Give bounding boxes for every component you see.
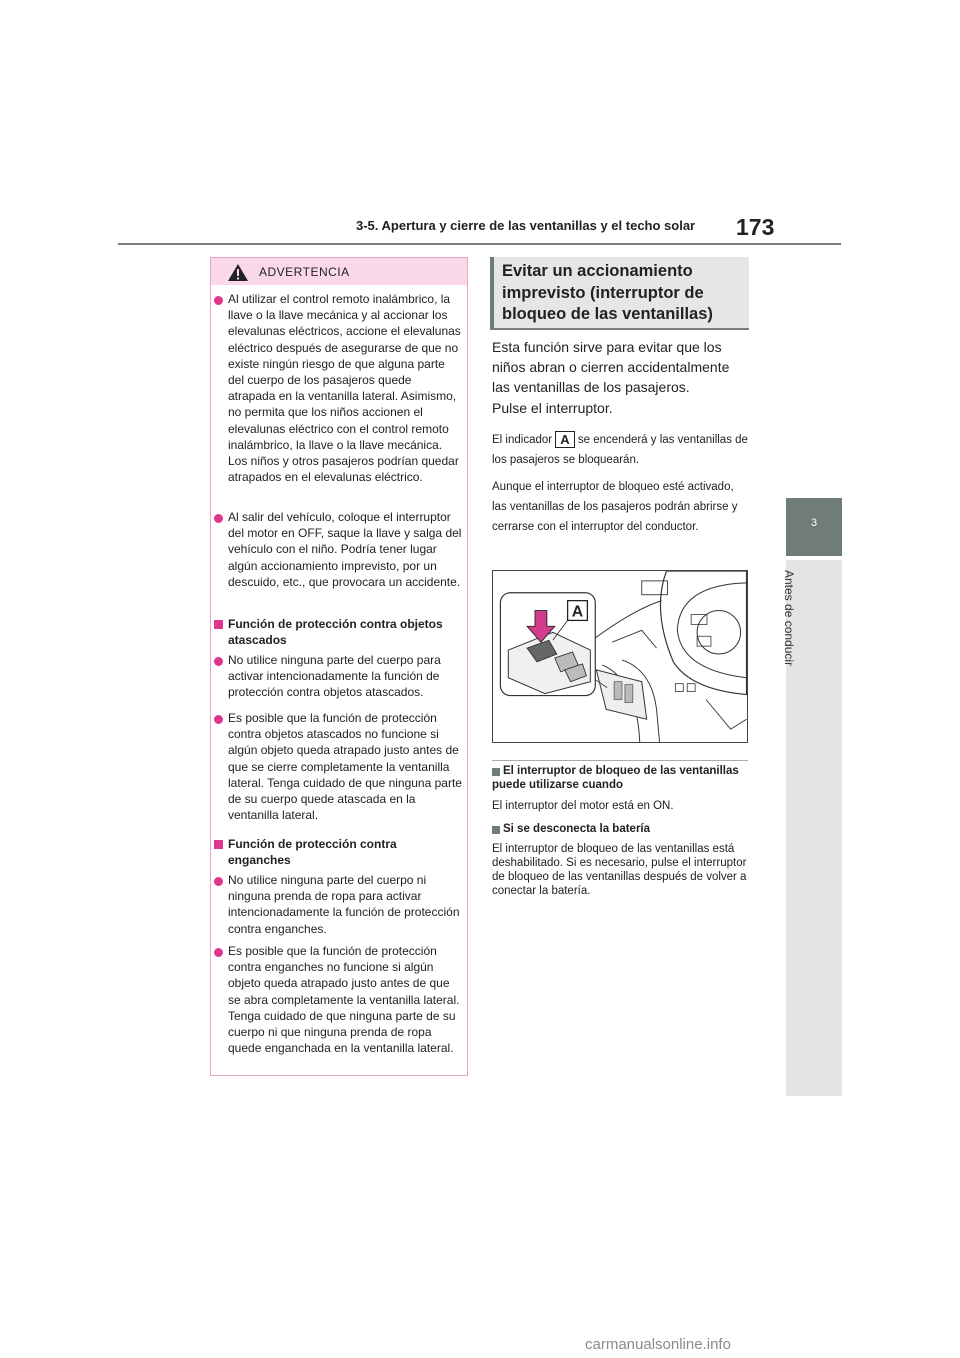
- chapter-tab[interactable]: [786, 498, 842, 556]
- bullet-icon: [214, 948, 223, 957]
- window-lock-switch-illustration: [492, 570, 748, 743]
- figure-divider: [492, 760, 748, 761]
- section-subheading: El interruptor de bloqueo de las ventanillas puede utilizarse cuando: [492, 765, 739, 791]
- page-number: 173: [736, 214, 775, 240]
- section-subheading: Si se desconecta la batería: [503, 823, 651, 835]
- bullet-icon: [214, 657, 223, 666]
- bullet-icon: [214, 877, 223, 886]
- subheading-square-icon: [214, 840, 223, 849]
- warning-item: Es posible que la función de protección contra objetos atascados no funcione si algún objeto queda atrapado justo antes de que se cierre completamente la ventanilla lateral. Tenga cuidado de que ninguna parte de su cuerpo quede atascada en la ventanilla lateral.: [228, 711, 462, 823]
- section-heading: Evitar un accionamiento imprevisto (interruptor de bloqueo de las ventanillas): [502, 262, 713, 323]
- indicator-text-before: El indicador: [492, 434, 553, 446]
- warning-subheading: Función de protección contra enganches: [228, 837, 397, 867]
- warning-triangle-icon: [227, 263, 249, 282]
- warning-item: No utilice ninguna parte del cuerpo para activar intencionadamente la función de protección contra objetos atascados.: [228, 653, 441, 700]
- section-body: El interruptor del motor está en ON.: [492, 800, 674, 812]
- chapter-label: Antes de conducir: [782, 570, 796, 667]
- section-instruction: Pulse el interruptor.: [492, 400, 613, 416]
- indicator-paragraph: [492, 430, 748, 470]
- bullet-icon: [214, 514, 223, 523]
- warning-item: Al salir del vehículo, coloque el interruptor del motor en OFF, saque la llave y salga del vehículo con el niño. Podría tener lugar algún accionamiento imprevisto, por un descuido, etc., que provocara un accidente.: [228, 510, 462, 589]
- indicator-text-after: se encenderá y las ventanillas de los pasajeros se bloquearán.: [492, 434, 748, 466]
- indicator-label-a: A: [555, 431, 574, 448]
- subheading-square-icon: [214, 620, 223, 629]
- section-header-title: 3-5. Apertura y cierre de las ventanillas y el techo solar: [356, 218, 696, 233]
- bullet-icon: [214, 296, 223, 305]
- chapter-number: 3: [810, 517, 818, 529]
- section-note: Aunque el interruptor de bloqueo esté activado, las ventanillas de los pasajeros podrán abrirse y cerrarse con el interruptor del conductor.: [492, 481, 738, 533]
- warning-subheading: Función de protección contra objetos atascados: [228, 617, 443, 647]
- warning-item: No utilice ninguna parte del cuerpo ni ninguna prenda de ropa para activar intencionadamente la función de protección contra enganches.: [228, 873, 460, 936]
- header-divider: [118, 243, 841, 245]
- bullet-icon: [214, 715, 223, 724]
- figure-label-a: A: [571, 603, 584, 621]
- warning-item: Al utilizar el control remoto inalámbrico, la llave o la llave mecánica y al accionar los elevalunas eléctricos, accione el elevalunas eléctrico después de asegurarse de que no existe ningún riesgo de que alguna parte del cuerpo de los pasajeros quede atrapada en la ventanilla lateral. Asimismo, no permita que los niños accionen el elevalunas eléctrico con el control remoto inalámbrico, la llave o la llave mecánica. Los niños y otros pasajeros podrían quedar atrapados en el elevalunas eléctrico.: [228, 292, 461, 485]
- chapter-label-wrap: [772, 570, 812, 690]
- watermark: carmanualsonline.info: [585, 1336, 731, 1353]
- warning-title: ADVERTENCIA: [259, 265, 350, 279]
- section-body: El interruptor de bloqueo de las ventanillas está deshabilitado. Si es necesario, pulse el interruptor de bloqueo de las ventanillas después de volver a conectar la batería.: [492, 843, 747, 897]
- section-heading-rule: [490, 328, 749, 330]
- warning-item: Es posible que la función de protección contra enganches no funcione si algún objeto queda atrapado justo antes de que se abra completamente la ventanilla lateral. Tenga cuidado de que ninguna parte de su cuerpo ni que ninguna prenda de ropa quede enganchada en la ventanilla lateral.: [228, 944, 460, 1056]
- section-intro: Esta función sirve para evitar que los niños abran o cierren accidentalmente las ventanillas de los pasajeros.: [492, 339, 730, 395]
